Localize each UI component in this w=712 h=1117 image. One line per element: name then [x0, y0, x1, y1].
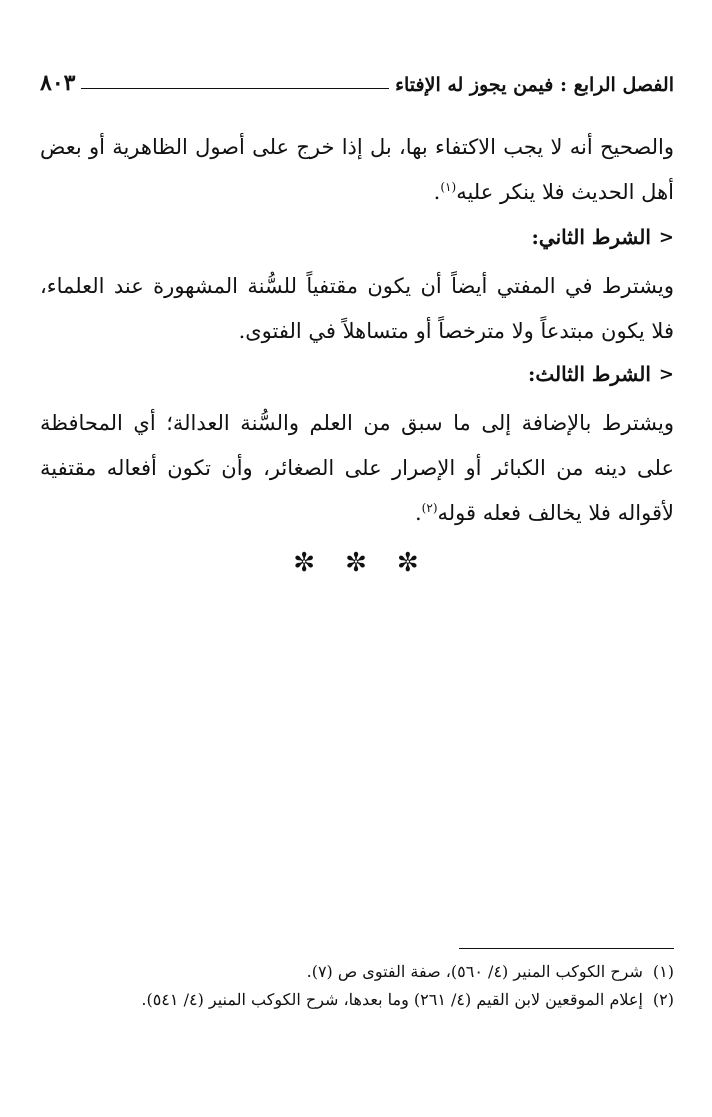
footnote-ref-2: (٢) [421, 501, 438, 515]
arrow-bullet-icon: < [658, 226, 674, 248]
footnote-2 [40, 986, 674, 1014]
footnote-ref-1: (١) [440, 180, 457, 194]
footnote-1 [40, 958, 674, 986]
star-ornament-icon: ✼ [396, 548, 419, 578]
condition-2-heading [40, 225, 674, 249]
page-number: ٨٠٣ [40, 70, 76, 96]
footnote-1-text: شرح الكوكب المنير (٤/ ٥٦٠)، صفة الفتوى ص (٧). [306, 962, 643, 981]
condition-3-paragraph [40, 401, 674, 536]
running-header [40, 62, 674, 96]
chapter-title: الفصل الرابع : فيمن يجوز له الإفتاء [395, 74, 674, 96]
footnote-1-number: (١) [652, 962, 674, 981]
condition-3-heading [40, 362, 674, 386]
paragraph-1-text: والصحيح أنه لا يجب الاكتفاء بها، بل إذا خرج على أصول الظاهرية أو بعض أهل الحديث فلا ينكر عليه [40, 135, 674, 204]
condition-2-text: ويشترط في المفتي أيضاً أن يكون مقتفياً للسُّنة المشهورة عند العلماء، فلا يكون مبتدعاً ولا مترخصاً أو متساهلاً في الفتوى. [40, 274, 674, 343]
footnote-2-text: إعلام الموقعين لابن القيم (٤/ ٢٦١) وما بعدها، شرح الكوكب المنير (٤/ ٥٤١). [141, 990, 643, 1009]
star-ornament-icon: ✼ [345, 548, 367, 578]
condition-3-text: ويشترط بالإضافة إلى ما سبق من العلم والسُّنة العدالة؛ أي المحافظة على دينه من الكبائر أو الإصرار على الصغائر، وأن تكون أفعاله مقتفية لأقواله فلا يخالف فعله قوله [40, 411, 674, 525]
condition-3-end: . [414, 501, 422, 525]
section-separator [0, 548, 712, 578]
arrow-bullet-icon: < [658, 363, 674, 385]
paragraph-1 [40, 125, 674, 215]
footnote-rule [459, 948, 674, 949]
condition-3-title: الشرط الثالث: [528, 362, 651, 386]
condition-2-title: الشرط الثاني: [531, 225, 651, 249]
star-ornament-icon: ✼ [293, 548, 316, 578]
condition-2-paragraph [40, 264, 674, 354]
footnote-2-number: (٢) [652, 990, 674, 1009]
header-rule [81, 88, 389, 89]
footnotes [40, 958, 674, 1014]
paragraph-1-end: . [433, 180, 441, 204]
